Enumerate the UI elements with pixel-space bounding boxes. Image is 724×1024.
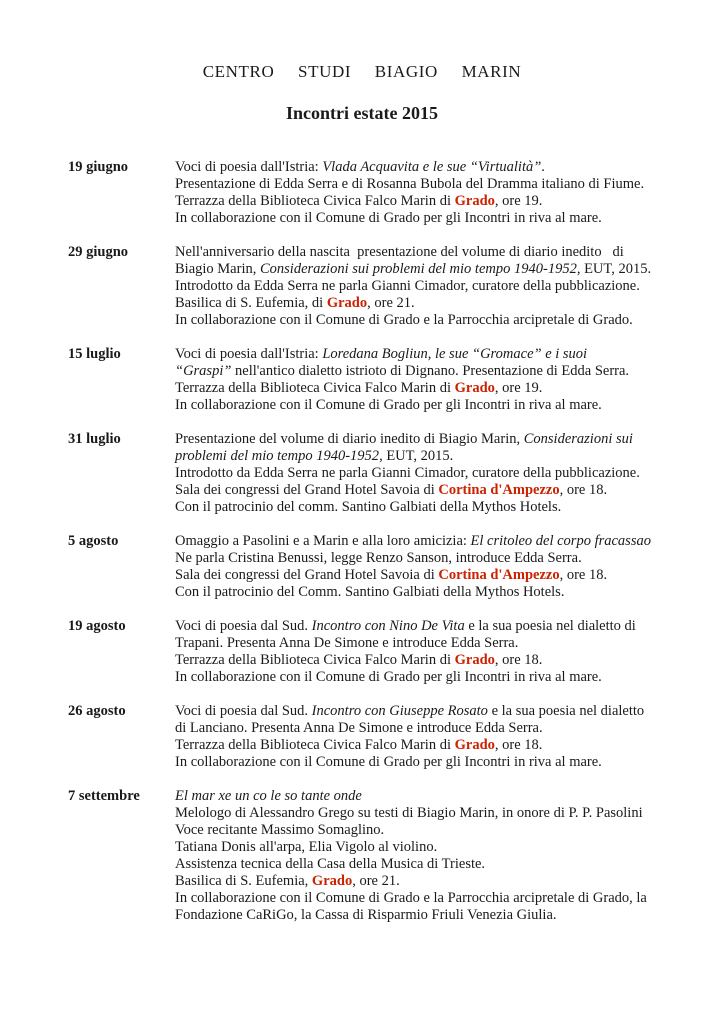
event-work-title: Vlada Acquavita e le sue “Virtualità”: [322, 159, 542, 175]
place-name: Grado: [326, 295, 368, 311]
event-work-title: Considerazioni sui: [523, 431, 633, 447]
event-text: Voci di poesia dal Sud.: [175, 703, 312, 719]
event-line: [175, 397, 680, 414]
event-text: , ore 18.: [559, 482, 608, 498]
event-date: 19 giugno: [68, 159, 129, 175]
event-details: [175, 788, 680, 924]
event-text: e la sua poesia nel dialetto: [487, 703, 645, 719]
event-details: [175, 346, 680, 414]
place-name: Grado: [454, 737, 495, 753]
event-text: Assistenza tecnica della Casa della Musica di Trieste.: [175, 856, 486, 872]
event-text: , ore 19.: [494, 380, 543, 396]
event-text: Introdotto da Edda Serra ne parla Gianni Cimador, curatore della pubblicazione.: [175, 278, 640, 294]
event-schedule: [0, 159, 724, 941]
event-line: [175, 159, 680, 176]
event-line: [175, 363, 680, 380]
event-line: [175, 499, 680, 516]
event-line: [175, 465, 680, 482]
place-name: Grado: [454, 380, 495, 396]
event-text: , EUT, 2015.: [576, 261, 652, 277]
event-text: In collaborazione con il Comune di Grado per gli Incontri in riva al mare.: [175, 669, 602, 685]
event-row: [0, 244, 724, 329]
event-line: [175, 295, 680, 312]
event-line: [175, 856, 680, 873]
event-details: [175, 703, 680, 771]
event-date: 26 agosto: [68, 703, 126, 719]
event-work-title: Loredana Bogliun, le sue “Gromace” e i suoi: [322, 346, 588, 362]
event-text: Fondazione CaRiGo, la Cassa di Risparmio Friuli Venezia Giulia.: [175, 907, 557, 923]
event-text: Sala dei congressi del Grand Hotel Savoia di: [175, 482, 439, 498]
event-text: Basilica di S. Eufemia, di: [175, 295, 327, 311]
event-text: Voci di poesia dall'Istria:: [175, 346, 323, 362]
event-line: [175, 652, 680, 669]
event-line: [175, 703, 680, 720]
event-work-title: El critoleo del corpo fracassao: [470, 533, 651, 549]
event-text: Introdotto da Edda Serra ne parla Gianni Cimador, curatore della pubblicazione.: [175, 465, 640, 481]
event-text: In collaborazione con il Comune di Grado e la Parrocchia arcipretale di Grado.: [175, 312, 633, 328]
event-date: 7 settembre: [68, 788, 140, 804]
event-text: , ore 18.: [494, 737, 543, 753]
event-text: Terrazza della Biblioteca Civica Falco Marin di: [175, 193, 455, 209]
event-details: [175, 431, 680, 516]
place-name: Grado: [311, 873, 353, 889]
event-line: [175, 805, 680, 822]
place-name: Cortina d'Ampezzo: [438, 567, 560, 583]
event-line: [175, 873, 680, 890]
event-line: [175, 312, 680, 329]
event-text: Terrazza della Biblioteca Civica Falco Marin di: [175, 652, 455, 668]
event-line: [175, 669, 680, 686]
event-row: [0, 431, 724, 516]
event-date: 19 agosto: [68, 618, 126, 634]
event-text: , EUT, 2015.: [379, 448, 454, 464]
event-line: [175, 244, 680, 261]
event-text: Con il patrocinio del comm. Santino Galbiati della Mythos Hotels.: [175, 499, 562, 515]
event-line: [175, 193, 680, 210]
event-work-title: El mar xe un co le so tante onde: [175, 788, 362, 804]
event-work-title: Incontro con Giuseppe Rosato: [311, 703, 488, 719]
event-line: [175, 635, 680, 652]
event-line: [175, 720, 680, 737]
event-line: [175, 890, 680, 907]
event-row: [0, 159, 724, 227]
event-text: In collaborazione con il Comune di Grado per gli Incontri in riva al mare.: [175, 397, 602, 413]
event-text: Melologo di Alessandro Grego su testi di Biagio Marin, in onore di P. P. Pasolini: [175, 805, 643, 821]
document-title: CENTRO STUDI BIAGIO MARIN: [202, 62, 522, 81]
event-row: [0, 618, 724, 686]
event-text: In collaborazione con il Comune di Grado per gli Incontri in riva al mare.: [175, 754, 602, 770]
event-line: [175, 431, 680, 448]
event-line: [175, 907, 680, 924]
event-details: [175, 533, 680, 601]
event-text: Tatiana Donis all'arpa, Elia Vigolo al violino.: [175, 839, 438, 855]
event-line: [175, 482, 680, 499]
event-text: , ore 19.: [494, 193, 543, 209]
event-text: Voci di poesia dall'Istria:: [175, 159, 323, 175]
event-line: [175, 618, 680, 635]
event-row: [0, 346, 724, 414]
event-line: [175, 754, 680, 771]
event-text: Ne parla Cristina Benussi, legge Renzo Sanson, introduce Edda Serra.: [175, 550, 582, 566]
event-date: 5 agosto: [68, 533, 119, 549]
event-line: [175, 584, 680, 601]
event-text: Nell'anniversario della nascita presentazione del volume di diario inedito di: [175, 244, 624, 260]
event-text: nell'antico dialetto istrioto di Dignano. Presentazione di Edda Serra.: [231, 363, 630, 379]
event-text: e la sua poesia nel dialetto di: [464, 618, 636, 634]
event-date: 31 luglio: [68, 431, 121, 447]
event-text: In collaborazione con il Comune di Grado per gli Incontri in riva al mare.: [175, 210, 602, 226]
event-text: Presentazione di Edda Serra e di Rosanna Bubola del Dramma italiano di Fiume.: [175, 176, 645, 192]
event-text: Omaggio a Pasolini e a Marin e alla loro amicizia:: [175, 533, 471, 549]
event-row: [0, 788, 724, 924]
event-text: Presentazione del volume di diario inedito di Biagio Marin,: [175, 431, 524, 447]
event-line: [175, 567, 680, 584]
event-text: Biagio Marin,: [175, 261, 260, 277]
event-text: di Lanciano. Presenta Anna De Simone e introduce Edda Serra.: [175, 720, 543, 736]
event-line: [175, 737, 680, 754]
event-text: , ore 21.: [352, 873, 400, 889]
event-line: [175, 788, 680, 805]
event-text: Con il patrocinio del Comm. Santino Galbiati della Mythos Hotels.: [175, 584, 565, 600]
event-work-title: Considerazioni sui problemi del mio tempo 1940-1952: [259, 261, 577, 277]
event-row: [0, 533, 724, 601]
event-row: [0, 703, 724, 771]
event-line: [175, 176, 680, 193]
event-details: [175, 618, 680, 686]
event-line: [175, 278, 680, 295]
event-details: [175, 244, 680, 329]
event-work-title: Incontro con Nino De Vita: [311, 618, 465, 634]
place-name: Grado: [454, 652, 495, 668]
event-line: [175, 261, 680, 278]
event-details: [175, 159, 680, 227]
document-subtitle: Incontri estate 2015: [286, 103, 438, 123]
event-line: [175, 822, 680, 839]
event-line: [175, 839, 680, 856]
event-text: Voce recitante Massimo Somaglino.: [175, 822, 385, 838]
event-text: , ore 21.: [367, 295, 415, 311]
event-text: Basilica di S. Eufemia,: [175, 873, 312, 889]
event-text: Trapani. Presenta Anna De Simone e introduce Edda Serra.: [175, 635, 519, 651]
event-line: [175, 210, 680, 227]
event-text: In collaborazione con il Comune di Grado e la Parrocchia arcipretale di Grado, la: [175, 890, 647, 906]
place-name: Cortina d'Ampezzo: [438, 482, 560, 498]
event-work-title: “Graspi”: [175, 363, 232, 379]
event-text: Voci di poesia dal Sud.: [175, 618, 312, 634]
event-text: .: [541, 159, 545, 175]
event-line: [175, 380, 680, 397]
event-line: [175, 533, 680, 550]
event-text: , ore 18.: [559, 567, 608, 583]
event-line: [175, 448, 680, 465]
event-line: [175, 346, 680, 363]
event-line: [175, 550, 680, 567]
event-date: 29 giugno: [68, 244, 129, 260]
event-text: , ore 18.: [494, 652, 543, 668]
event-date: 15 luglio: [68, 346, 121, 362]
event-work-title: problemi del mio tempo 1940-1952: [175, 448, 380, 464]
event-text: Terrazza della Biblioteca Civica Falco Marin di: [175, 380, 455, 396]
event-text: Terrazza della Biblioteca Civica Falco Marin di: [175, 737, 455, 753]
event-text: Sala dei congressi del Grand Hotel Savoia di: [175, 567, 439, 583]
place-name: Grado: [454, 193, 495, 209]
